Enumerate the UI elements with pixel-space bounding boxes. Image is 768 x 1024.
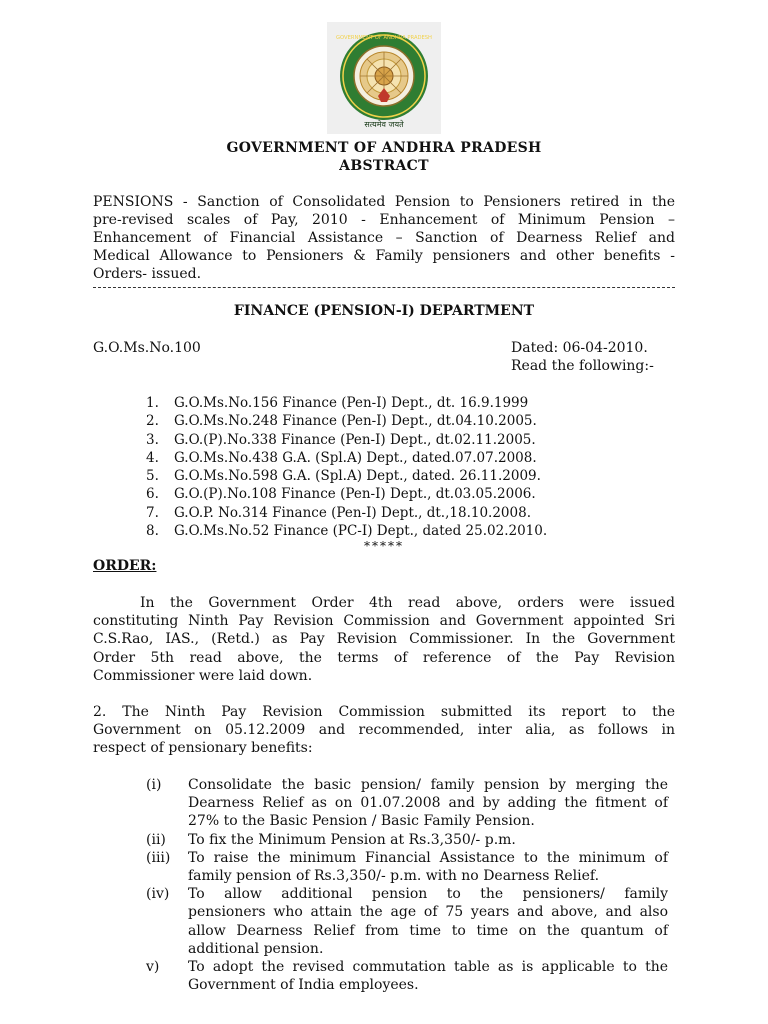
reference-item: 1. G.O.Ms.No.156 Finance (Pen-I) Dept., dt. 16.9.1999 — [146, 395, 529, 411]
references-list — [146, 394, 547, 540]
recommendation-item: v) To adopt the revised commutation table as is applicable to the Government of India employees. — [146, 959, 668, 994]
reference-item: 7. G.O.P. No.314 Finance (Pen-I) Dept., dt.,18.10.2008. — [146, 504, 531, 521]
order-date: Dated: 06-04-2010. — [511, 340, 648, 356]
order-heading: ORDER: — [93, 558, 157, 574]
paragraph-line: C.S.Rao, IAS., (Retd.) as Pay Revision Commissioner. In the Government — [93, 631, 675, 648]
subject-line: PENSIONS - Sanction of Consolidated Pension to Pensioners retired in the — [93, 194, 675, 210]
paragraph-line: 2. The Ninth Pay Revision Commission submitted its report to the — [93, 704, 675, 720]
dashed-divider — [93, 287, 675, 289]
reference-item: 2. G.O.Ms.No.248 Finance (Pen-I) Dept., dt.04.10.2005. — [146, 413, 537, 430]
subject-line: Orders- issued. — [93, 266, 202, 282]
recommendations-list — [146, 776, 668, 994]
paragraph-line: constituting Ninth Pay Revision Commission and Government appointed Sri — [93, 613, 675, 630]
reference-item: 4. G.O.Ms.No.438 G.A. (Spl.A) Dept., dated.07.07.2008. — [146, 449, 537, 466]
department-heading: FINANCE (PENSION-I) DEPARTMENT — [233, 303, 535, 319]
reference-item: 8. G.O.Ms.No.52 Finance (PC-I) Dept., dated 25.02.2010. — [146, 523, 548, 540]
separator-stars: ***** — [364, 539, 404, 553]
subject-line: Enhancement of Financial Assistance – Sanction of Dearness Relief and — [93, 230, 675, 246]
recommendation-item: (iii) To raise the minimum Financial Assistance to the minimum of family pension of Rs.3,350/- p.m. with no Dearness Relief. — [146, 849, 668, 885]
abstract-title: ABSTRACT — [339, 158, 429, 174]
state-emblem — [327, 22, 441, 134]
paragraph-line: In the Government Order 4th read above, orders were issued — [140, 595, 675, 611]
paragraph-line: Government on 05.12.2009 and recommended, inter alia, as follows in — [93, 722, 675, 739]
government-title: GOVERNMENT OF ANDHRA PRADESH — [226, 140, 542, 156]
reference-item: 5. G.O.Ms.No.598 G.A. (Spl.A) Dept., dated. 26.11.2009. — [146, 468, 541, 485]
subject-line: Medical Allowance to Pensioners & Family pensioners and other benefits - — [93, 248, 675, 264]
recommendation-item: (iv) To allow additional pension to the pensioners/ family pensioners who attain the age of 75 years and above, and also allow Dearness Relief from time to time on the quantum of additional pension. — [146, 886, 668, 957]
read-following: Read the following:- — [511, 358, 654, 374]
paragraph-line: Commissioner were laid down. — [93, 667, 313, 684]
reference-item: 6. G.O.(P).No.108 Finance (Pen-I) Dept., dt.03.05.2006. — [146, 486, 536, 503]
emblem-motto: सत्यमेव जयते — [364, 120, 404, 129]
recommendation-item: (ii) To fix the Minimum Pension at Rs.3,350/- p.m. — [146, 831, 516, 848]
emblem-ring-text: GOVERNMENT OF ANDHRA PRADESH — [336, 35, 432, 41]
subject-line: pre-revised scales of Pay, 2010 - Enhancement of Minimum Pension – — [93, 212, 675, 228]
order-paragraph-1 — [93, 594, 675, 685]
order-paragraph-2 — [93, 703, 675, 758]
paragraph-line: respect of pensionary benefits: — [93, 740, 313, 757]
paragraph-line: Order 5th read above, the terms of reference of the Pay Revision — [93, 649, 675, 666]
reference-item: 3. G.O.(P).No.338 Finance (Pen-I) Dept., dt.02.11.2005. — [146, 431, 536, 448]
subject-paragraph — [93, 193, 675, 283]
recommendation-item: (i) Consolidate the basic pension/ family pension by merging the Dearness Relief as on 01.07.2008 and by adding the fitment of 27% to the Basic Pension / Basic Family Pension. — [146, 777, 668, 830]
go-number: G.O.Ms.No.100 — [93, 340, 201, 356]
